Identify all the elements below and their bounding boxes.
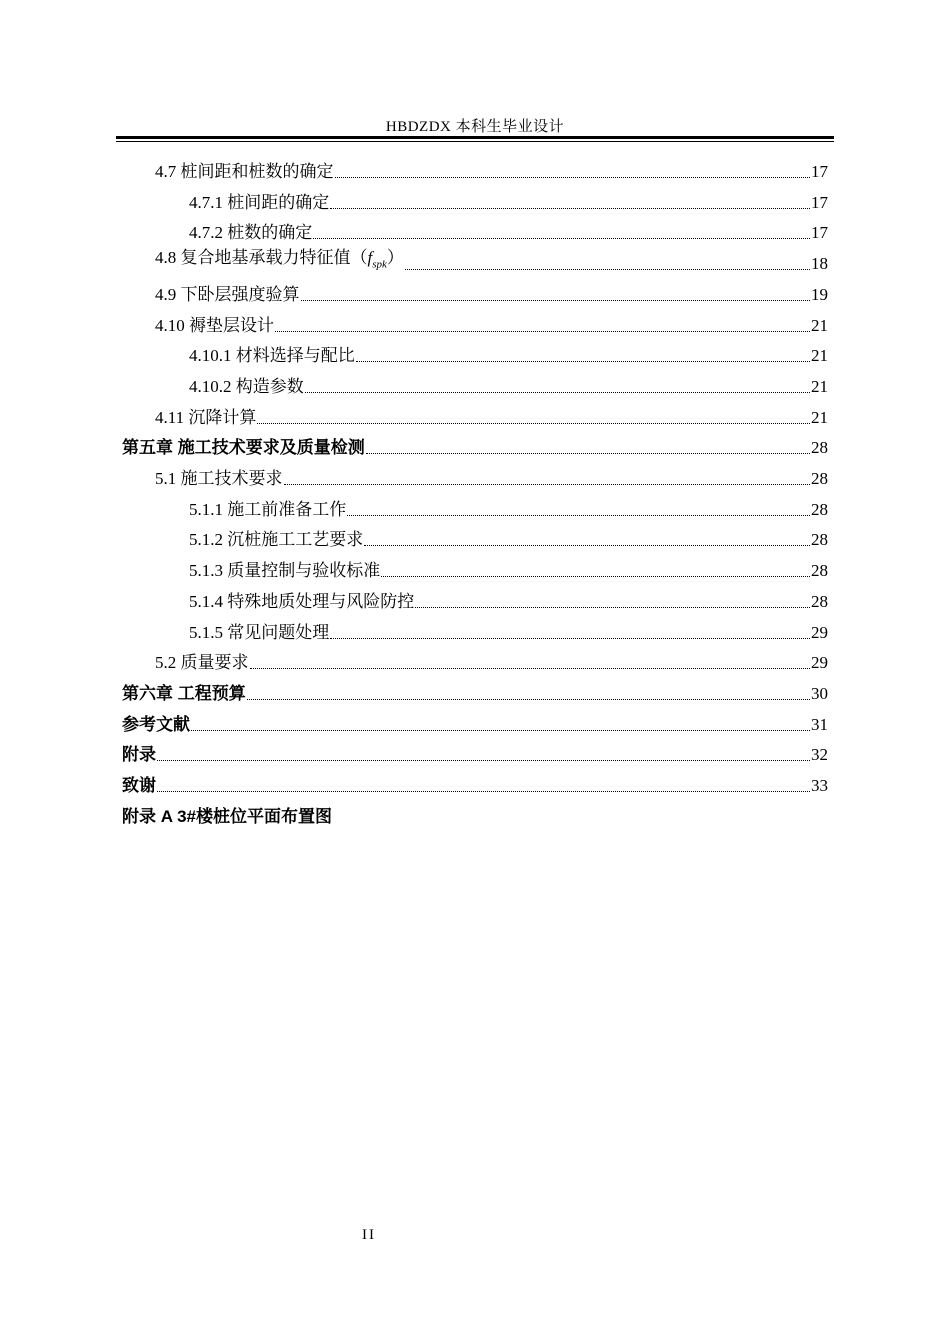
toc-entry[interactable] <box>155 307 828 337</box>
toc-entry-page: 19 <box>811 284 828 304</box>
toc-entry[interactable] <box>122 429 828 459</box>
toc-entry-title: 第六章 工程预算 <box>122 683 246 703</box>
toc-entry-title-suffix: ） <box>386 247 404 267</box>
toc-entry-title: 5.1.3 质量控制与验收标准 <box>189 561 381 581</box>
toc-entry-page: 17 <box>811 223 828 243</box>
toc-entry-page: 17 <box>811 162 828 181</box>
toc-entry-title: 5.1.1 施工前准备工作 <box>189 499 347 519</box>
toc-entry[interactable] <box>189 614 828 644</box>
running-header: HBDZDX 本科生毕业设计 <box>385 119 565 135</box>
header-rule-thin <box>116 141 834 142</box>
toc-dot-leader <box>250 666 811 669</box>
toc-entry-page: 28 <box>811 591 828 611</box>
toc-entry-page: 28 <box>811 499 828 519</box>
toc-entry[interactable] <box>155 460 828 490</box>
toc-entry[interactable] <box>122 675 828 705</box>
toc-entry-page: 18 <box>811 254 828 274</box>
toc-entry-page: 31 <box>811 714 828 734</box>
toc-entry[interactable] <box>155 644 828 674</box>
toc-dot-leader <box>284 482 811 485</box>
toc-entry[interactable] <box>155 276 828 306</box>
math-symbol: $f_{spk}$ <box>367 247 387 271</box>
toc-dot-leader <box>330 636 810 639</box>
toc-dot-leader <box>356 359 810 362</box>
toc-entry-title: 5.1 施工技术要求 <box>155 469 283 488</box>
toc-entry-title: 5.1.4 特殊地质处理与风险防控 <box>189 591 415 611</box>
toc-dot-leader <box>305 390 810 393</box>
toc-entry-page: 30 <box>811 683 828 703</box>
toc-entry-title: 4.7 桩间距和桩数的确定 <box>155 162 334 181</box>
toc-entry[interactable] <box>189 521 828 551</box>
toc-entry-title <box>155 247 404 275</box>
toc-entry-page: 29 <box>811 622 828 642</box>
toc-entry-page: 21 <box>811 376 828 396</box>
toc-entry-title: 4.9 下卧层强度验算 <box>155 284 300 304</box>
toc-dot-leader <box>257 421 810 424</box>
toc-entry-title-prefix: 4.8 复合地基承载力特征值（ <box>155 247 368 267</box>
toc-entry-title: 附录 A 3#楼桩位平面布置图 <box>122 806 333 826</box>
toc-entry-page: 28 <box>811 561 828 581</box>
toc-dot-leader <box>381 574 810 577</box>
toc-entry-page: 21 <box>811 346 828 366</box>
toc-entry-title: 4.7.1 桩间距的确定 <box>189 192 330 212</box>
toc-entry[interactable] <box>155 153 828 183</box>
toc-dot-leader <box>157 789 810 792</box>
toc-entry[interactable] <box>189 583 828 613</box>
toc-entry-title: 致谢 <box>122 776 156 795</box>
toc-entry-page: 32 <box>811 745 828 765</box>
toc-entry-title: 4.10.2 构造参数 <box>189 376 304 396</box>
toc-dot-leader <box>347 513 810 516</box>
toc-entry[interactable] <box>155 245 828 275</box>
toc-dot-leader <box>335 175 811 178</box>
header-rule-thick <box>116 136 834 139</box>
toc-entry-page: 28 <box>811 530 828 550</box>
toc-entry[interactable] <box>189 184 828 214</box>
toc-entry-page: 28 <box>811 438 828 458</box>
toc-entry[interactable] <box>122 706 828 736</box>
toc-entry[interactable] <box>122 798 828 828</box>
toc-dot-leader <box>415 605 810 608</box>
toc-entry-title: 第五章 施工技术要求及质量检测 <box>122 438 365 458</box>
toc-dot-leader <box>330 206 810 209</box>
toc-entry-title: 4.7.2 桩数的确定 <box>189 223 313 243</box>
toc-entry-title: 5.2 质量要求 <box>155 653 249 673</box>
toc-entry[interactable] <box>189 552 828 582</box>
toc-entry[interactable] <box>189 491 828 521</box>
toc-entry-page: 17 <box>811 192 828 212</box>
toc-entry-title: 参考文献 <box>122 714 190 734</box>
toc-entry-title: 4.10.1 材料选择与配比 <box>189 346 355 366</box>
toc-entry[interactable] <box>189 337 828 367</box>
toc-entry[interactable] <box>122 767 828 797</box>
toc-entry-title: 5.1.2 沉桩施工工艺要求 <box>189 530 364 550</box>
toc-dot-leader <box>247 697 810 700</box>
toc-dot-leader <box>313 236 810 239</box>
toc-entry-page: 21 <box>811 407 828 427</box>
toc-entry[interactable] <box>155 399 828 429</box>
toc-dot-leader <box>405 267 810 270</box>
toc-dot-leader <box>157 758 810 761</box>
toc-dot-leader <box>301 298 811 301</box>
toc-entry-title: 4.11 沉降计算 <box>155 407 257 427</box>
toc-entry-title: 5.1.5 常见问题处理 <box>189 622 330 642</box>
toc-entry-title: 4.10 褥垫层设计 <box>155 315 274 335</box>
toc-entry-title: 附录 <box>122 745 156 765</box>
toc-dot-leader <box>275 329 810 332</box>
toc-entry-page: 21 <box>811 315 828 335</box>
toc-entry-page: 33 <box>811 776 828 795</box>
toc-entry[interactable] <box>189 368 828 398</box>
toc-dot-leader <box>191 728 810 731</box>
page-number: II <box>362 1227 376 1243</box>
toc-entry[interactable] <box>122 736 828 766</box>
toc-dot-leader <box>364 543 810 546</box>
toc-entry-page: 28 <box>811 469 828 488</box>
toc-entry-page: 29 <box>811 653 828 673</box>
toc-entry[interactable] <box>189 214 828 244</box>
toc-dot-leader <box>366 451 810 454</box>
